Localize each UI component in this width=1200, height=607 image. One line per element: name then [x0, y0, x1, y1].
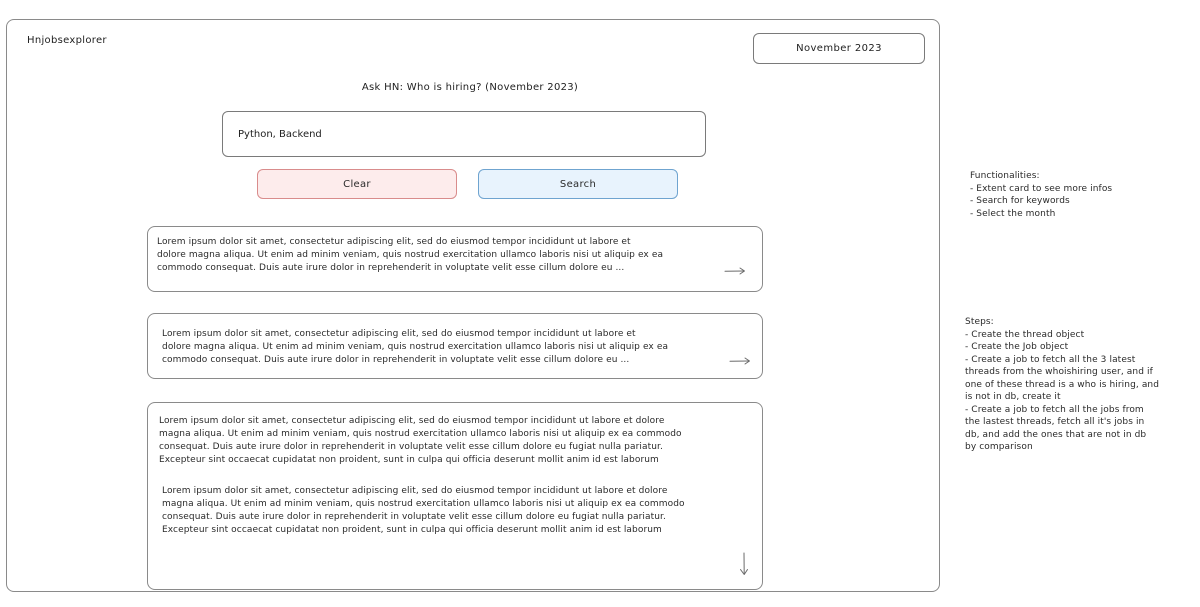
job-card[interactable] [147, 313, 763, 379]
job-card-text: Lorem ipsum dolor sit amet, consectetur adipiscing elit, sed do eiusmod tempor incididunt ut labore et dolore magna aliqua. Ut enim ad minim veniam, quis nostrud exercitation ullamco laboris nisi ut aliquip ex ea commodo consequat. Duis aute irure dolor in reprehenderit in voluptate velit esse cillum dolore eu ... [157, 237, 664, 273]
arrow-down-icon[interactable] [739, 552, 749, 580]
job-card-paragraph: Lorem ipsum dolor sit amet, consectetur adipiscing elit, sed do eiusmod tempor incididunt ut labore et dolore magna aliqua. Ut enim ad minim veniam, quis nostrud exercitation ullamco laboris nisi ut aliquip ex ea commodo consequat. Duis aute irure dolor in reprehenderit in voluptate velit esse cillum dolore eu fugiat nulla pariatur. Excepteur sint occaecat cupidatat non proident, sunt in culpa qui officia deserunt mollit anim id est laborum [162, 486, 685, 535]
search-button[interactable]: Search [478, 169, 678, 199]
app-title: Hnjobsexplorer [27, 35, 107, 46]
job-card-paragraph: Lorem ipsum dolor sit amet, consectetur adipiscing elit, sed do eiusmod tempor incididunt ut labore et dolore magna aliqua. Ut enim ad minim veniam, quis nostrud exercitation ullamco laboris nisi ut aliquip ex ea commodo consequat. Duis aute irure dolor in reprehenderit in voluptate velit esse cillum dolore eu fugiat nulla pariatur. Excepteur sint occaecat cupidatat non proident, sunt in culpa qui officia deserunt mollit anim id est laborum [159, 416, 682, 465]
arrow-right-icon[interactable] [724, 260, 746, 279]
job-card-expanded [147, 402, 763, 590]
search-input[interactable] [222, 111, 706, 157]
job-card-text: Lorem ipsum dolor sit amet, consectetur adipiscing elit, sed do eiusmod tempor incididunt ut labore et dolore magna aliqua. Ut enim ad minim veniam, quis nostrud exercitation ullamco laboris nisi ut aliquip ex ea commodo consequat. Duis aute irure dolor in reprehenderit in voluptate velit esse cillum dolore eu ... [162, 329, 669, 365]
functionalities-note: Functionalities: - Extent card to see more infos - Search for keywords - Select the month [970, 171, 1113, 219]
page-title: Ask HN: Who is hiring? (November 2023) [361, 82, 579, 93]
steps-note: Steps: - Create the thread object - Create the Job object - Create a job to fetch all the 3 latest threads from the whoishiring user, and if one of these thread is a who is hiring, and is not in db, create it - Create a job to fetch all the jobs from the lastest threads, fetch all it's jobs in db, and add the ones that are not in db by comparison [965, 317, 1160, 452]
clear-button[interactable]: Clear [257, 169, 457, 199]
month-select[interactable]: November 2023 [753, 33, 925, 64]
arrow-right-icon[interactable] [729, 350, 751, 369]
job-card[interactable] [147, 226, 763, 292]
